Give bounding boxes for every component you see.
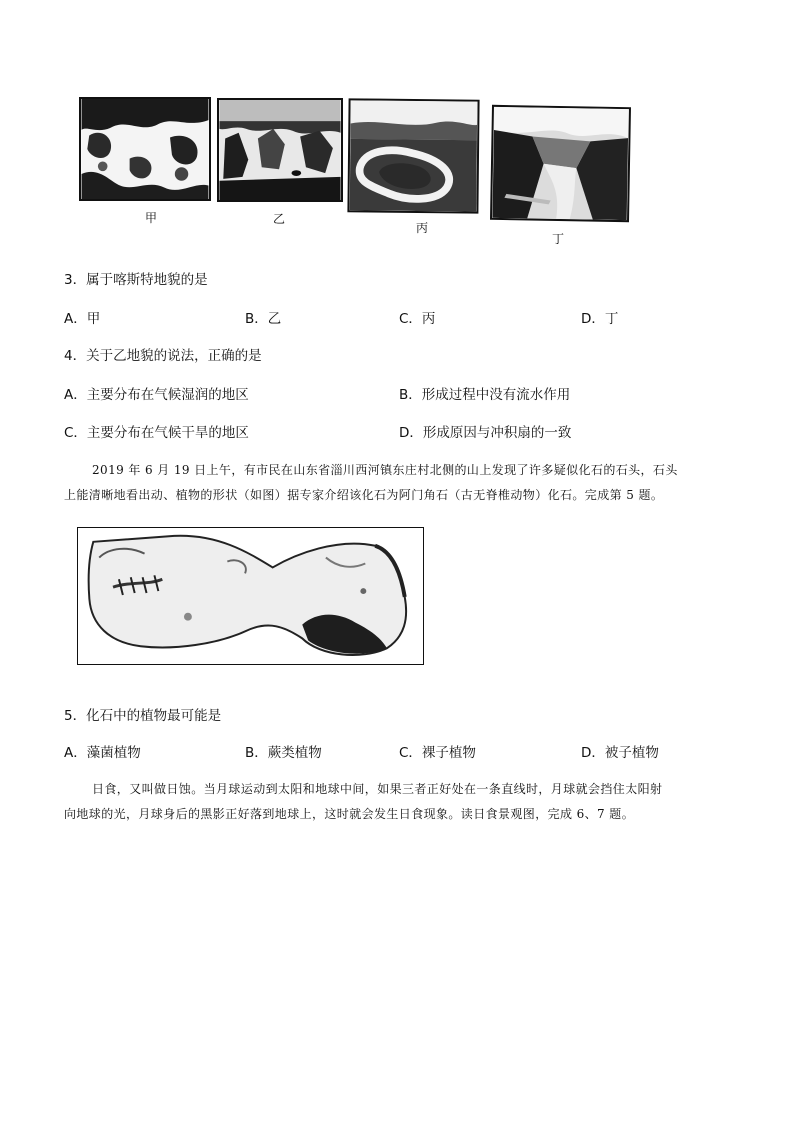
question-3-option-c: C．丙 [399,311,436,327]
question-3-option-a: A．甲 [64,311,101,327]
question-5-option-a: A．藻菌植物 [64,745,141,761]
question-5-stem: 5．化石中的植物最可能是 [64,708,222,724]
passage-fossil-line-1: 2019 年 6 月 19 日上午，有市民在山东省淄川西河镇东庄村北侧的山上发现了许多疑似化石的石头，石头 [92,463,678,477]
question-5-option-b: B．蕨类植物 [245,745,322,761]
photo-caption-jia: 甲 [145,211,158,225]
meander-photo-bing-image [349,100,477,211]
question-5-option-c: C．裸子植物 [399,745,476,761]
question-3-option-b: B．乙 [245,311,282,327]
question-3-stem: 3．属于喀斯特地貌的是 [64,272,208,288]
photo-yi [217,98,343,202]
photo-ding [490,105,631,222]
passage-eclipse-line-2: 向地球的光，月球身后的黑影正好落到地球上，这时就会发生日食现象。读日食景观图，完成 6、7 题。 [64,807,635,821]
fossil-photo [77,527,424,665]
passage-fossil-line-2: 上能清晰地看出动、植物的形状（如图）据专家介绍该化石为阿门角石（古无脊椎动物）化石。完成第 5 题。 [64,488,664,502]
photo-bing [347,98,479,213]
karst-photo-jia-image [81,99,209,199]
landform-photo-yi-image [219,100,341,200]
question-4-option-b: B．形成过程中没有流水作用 [399,387,571,403]
question-4-option-a: A．主要分布在气候湿润的地区 [64,387,249,403]
photo-caption-ding: 丁 [552,232,565,246]
question-3-option-d: D．丁 [581,311,619,327]
fossil-rock-image [78,528,423,664]
question-4-stem: 4．关于乙地貌的说法，正确的是 [64,348,262,364]
photo-caption-bing: 丙 [416,221,429,235]
canyon-photo-ding-image [492,107,629,220]
question-5-option-d: D．被子植物 [581,745,659,761]
photo-jia [79,97,211,201]
photo-caption-yi: 乙 [273,212,286,226]
passage-eclipse-line-1: 日食，又叫做日蚀。当月球运动到太阳和地球中间，如果三者正好处在一条直线时，月球就会挡住太阳射 [92,782,663,796]
question-4-option-d: D．形成原因与冲积扇的一致 [399,425,572,441]
question-4-option-c: C．主要分布在气候干旱的地区 [64,425,249,441]
